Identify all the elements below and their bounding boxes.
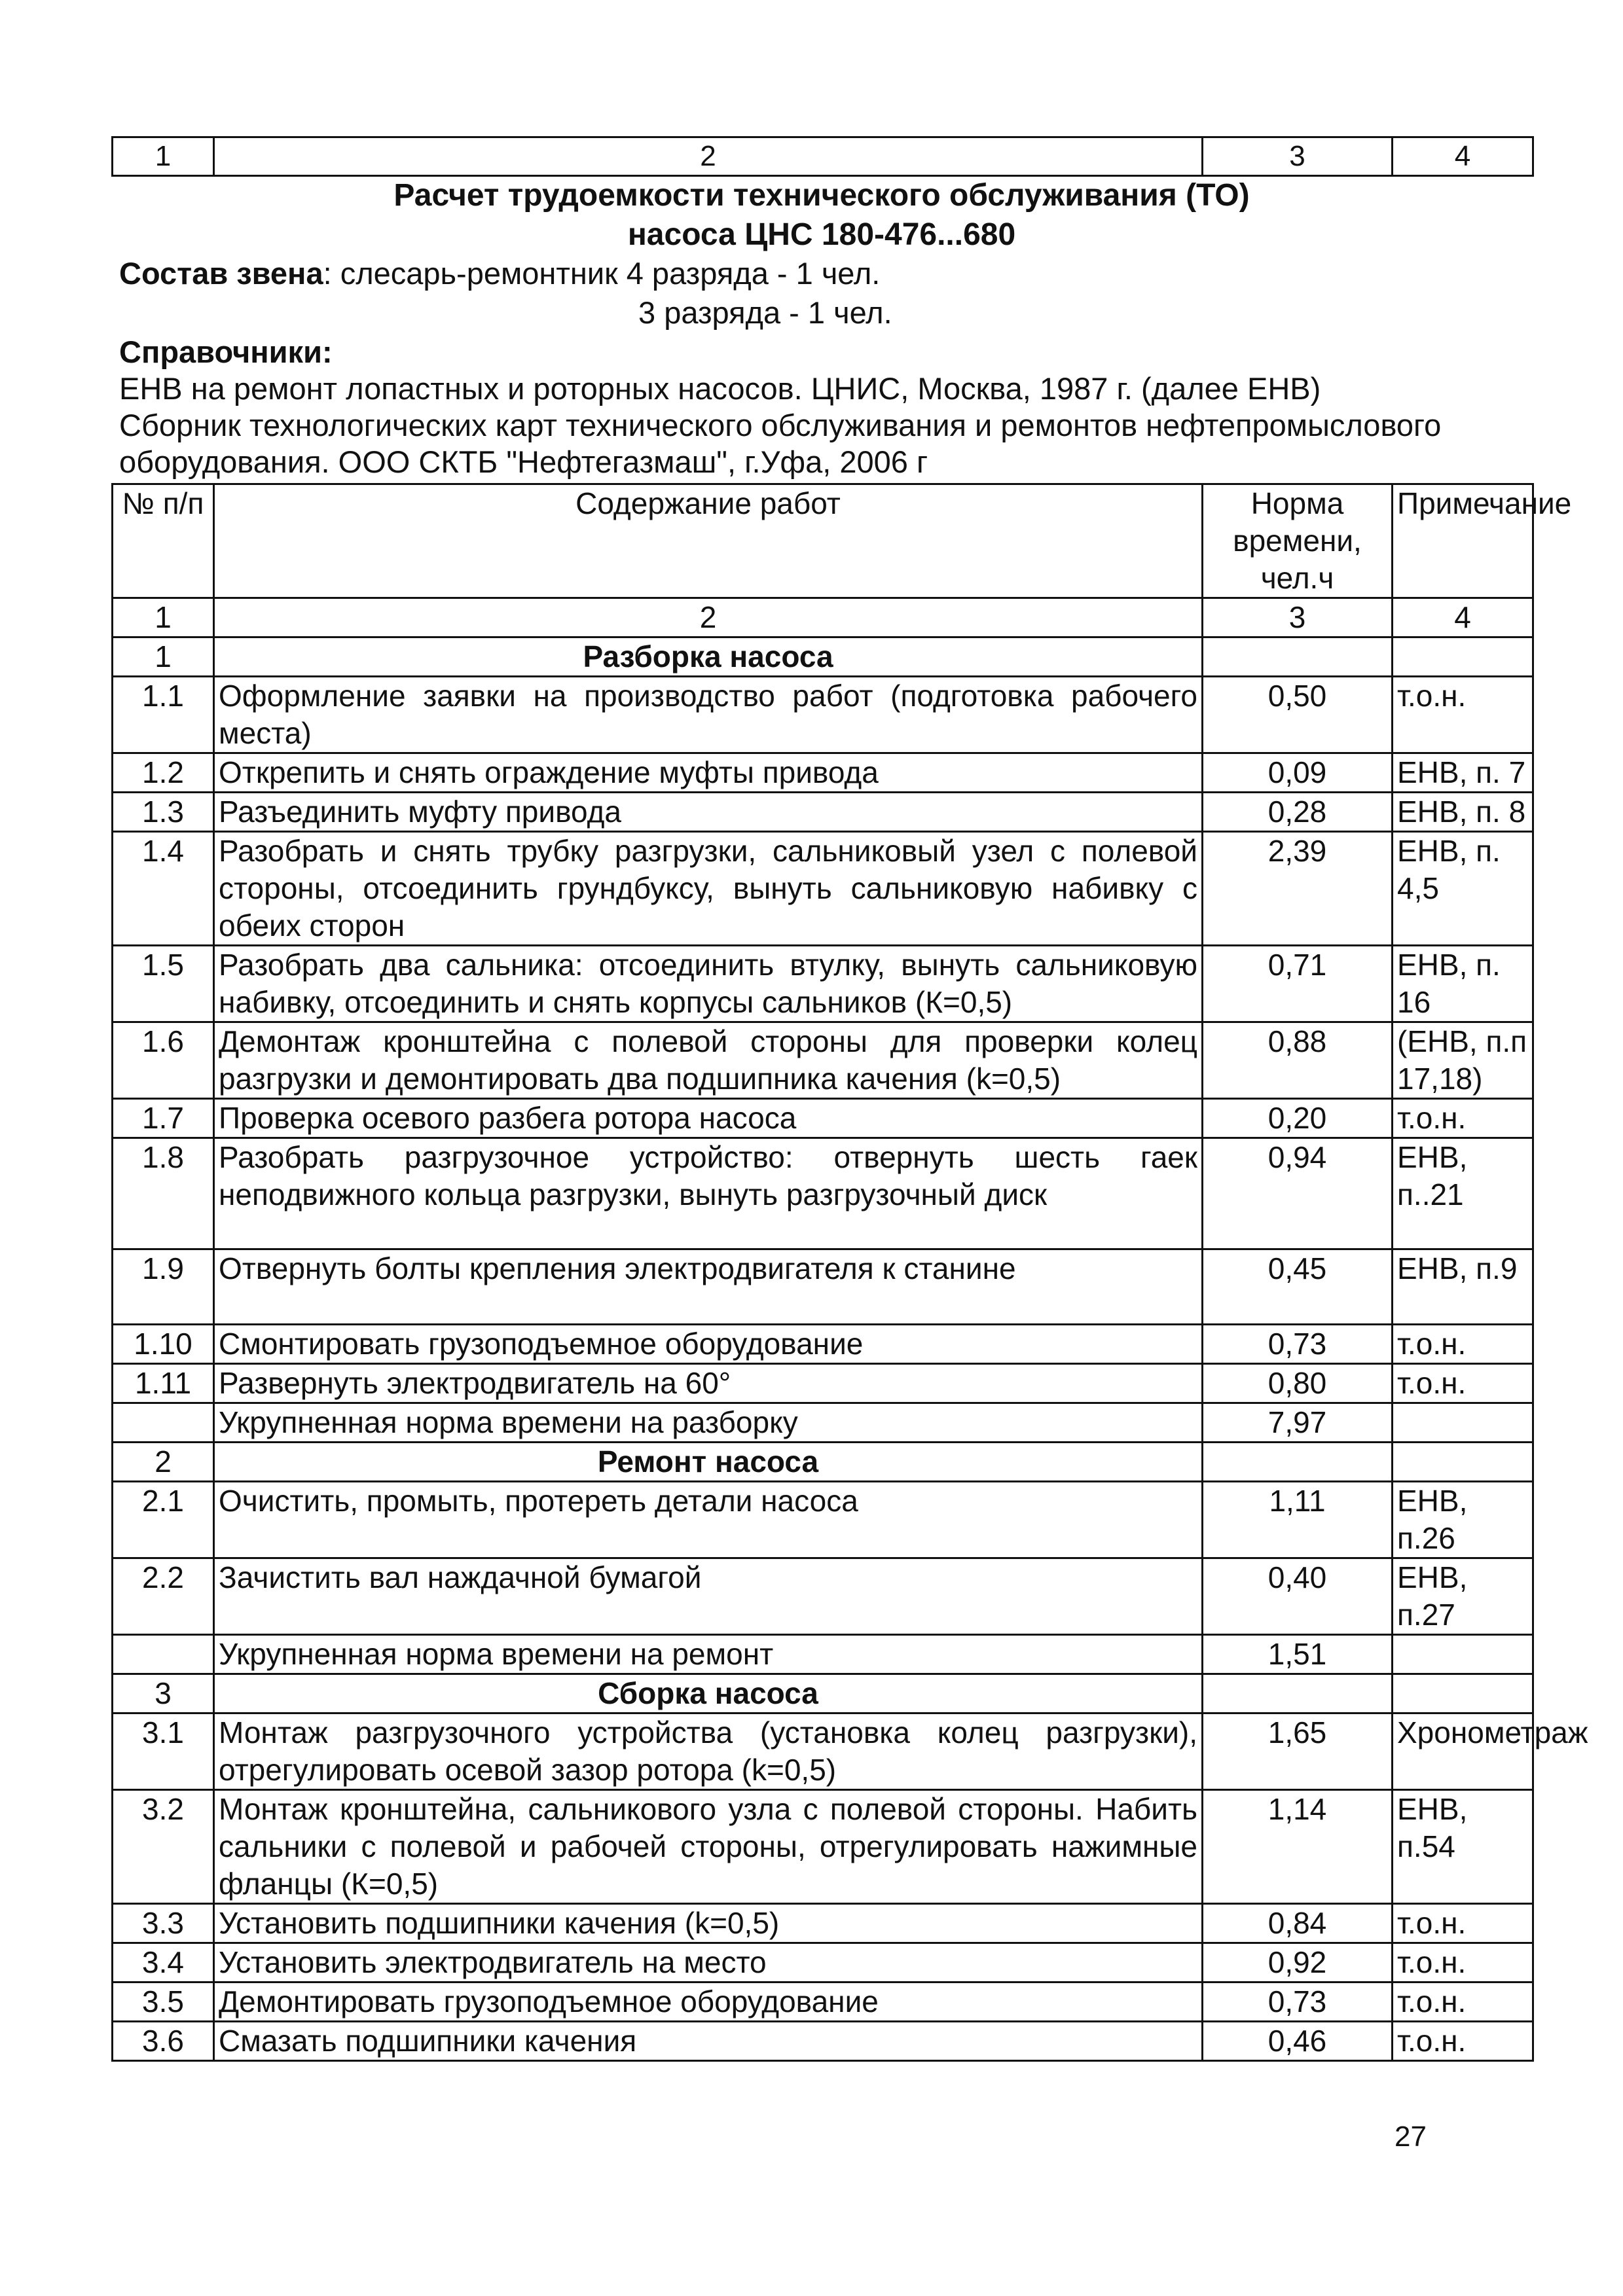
- page-number: 27: [1395, 2121, 1427, 2153]
- strip-number: 3: [1203, 137, 1393, 176]
- table-row: [113, 1982, 1533, 2022]
- row-content: Оформление заявки на производство работ (подготовка рабочего места): [214, 677, 1203, 753]
- document-title-line2: насоса ЦНС 180-476...680: [627, 217, 1016, 252]
- table-row: [113, 1943, 1533, 1982]
- table-row: [113, 1249, 1533, 1325]
- row-content: Проверка осевого разбега ротора насоса: [214, 1099, 1203, 1138]
- row-content: Открепить и снять ограждение муфты привода: [214, 753, 1203, 793]
- row-norm: 0,40: [1203, 1558, 1393, 1635]
- row-number: 1.9: [113, 1249, 214, 1325]
- section-title: Разборка насоса: [214, 637, 1203, 677]
- row-number: 1.4: [113, 832, 214, 946]
- row-note: ЕНВ, п. 7: [1393, 753, 1533, 793]
- section-row: [113, 1443, 1533, 1482]
- table-row: [113, 1713, 1533, 1790]
- row-content: Демонтаж кронштейна с полевой стороны для проверки колец разгрузки и демонтировать два подшипника качения (k=0,5): [214, 1022, 1203, 1099]
- row-norm: 0,92: [1203, 1943, 1393, 1982]
- document-title-line1: Расчет трудоемкости технического обслуживания (ТО): [393, 178, 1250, 213]
- row-number: 3.5: [113, 1982, 214, 2022]
- row-content: Установить электродвигатель на место: [214, 1943, 1203, 1982]
- header-num: № п/п: [113, 484, 214, 598]
- total-row: [113, 1635, 1533, 1674]
- header-number: 2: [214, 598, 1203, 637]
- section-norm-empty: [1203, 1674, 1393, 1713]
- row-content: Смонтировать грузоподъемное оборудование: [214, 1325, 1203, 1364]
- row-content: Монтаж кронштейна, сальникового узла с полевой стороны. Набить сальники с полевой и рабочей стороны, отрегулировать нажимные фланцы (К=0,5): [214, 1790, 1203, 1904]
- crew-line1: [119, 254, 880, 293]
- row-norm: 1,14: [1203, 1790, 1393, 1904]
- row-number: 3.1: [113, 1713, 214, 1790]
- row-number: [113, 1403, 214, 1443]
- row-note: ЕНВ, п.9: [1393, 1249, 1533, 1325]
- table-row: [113, 1482, 1533, 1558]
- row-note: ЕНВ, п.54: [1393, 1790, 1533, 1904]
- row-note: т.о.н.: [1393, 2022, 1533, 2061]
- section-note-empty: [1393, 1674, 1533, 1713]
- table-row: [113, 677, 1533, 753]
- table-row: [113, 1904, 1533, 1943]
- row-number: [113, 1635, 214, 1674]
- row-content: Смазать подшипники качения: [214, 2022, 1203, 2061]
- row-content: Очистить, промыть, протереть детали насоса: [214, 1482, 1203, 1558]
- row-norm: 0,20: [1203, 1099, 1393, 1138]
- row-content: Разобрать разгрузочное устройство: отвернуть шесть гаек неподвижного кольца разгрузки, вынуть разгрузочный диск: [214, 1138, 1203, 1249]
- row-content: Установить подшипники качения (k=0,5): [214, 1904, 1203, 1943]
- section-title: Сборка насоса: [214, 1674, 1203, 1713]
- row-note: Хронометраж: [1393, 1713, 1533, 1790]
- row-note: [1393, 1403, 1533, 1443]
- row-number: 3.4: [113, 1943, 214, 1982]
- header-number: 1: [113, 598, 214, 637]
- table-row: [113, 793, 1533, 832]
- row-note: ЕНВ, п..21: [1393, 1138, 1533, 1249]
- row-number: 1.5: [113, 946, 214, 1022]
- row-content: Демонтировать грузоподъемное оборудование: [214, 1982, 1203, 2022]
- row-note: т.о.н.: [1393, 1904, 1533, 1943]
- row-note: т.о.н.: [1393, 1943, 1533, 1982]
- crew-label: Состав звена: [119, 256, 323, 291]
- table-row: [113, 1325, 1533, 1364]
- table-row: [113, 1022, 1533, 1099]
- row-norm: 0,46: [1203, 2022, 1393, 2061]
- strip-number: 1: [113, 137, 214, 176]
- row-norm: 1,11: [1203, 1482, 1393, 1558]
- row-number: 2: [113, 1443, 214, 1482]
- section-row: [113, 1674, 1533, 1713]
- row-number: 1.2: [113, 753, 214, 793]
- row-number: 1.7: [113, 1099, 214, 1138]
- row-norm: 0,80: [1203, 1364, 1393, 1403]
- row-norm: 0,71: [1203, 946, 1393, 1022]
- reference-1: ЕНВ на ремонт лопастных и роторных насосов. ЦНИС, Москва, 1987 г. (далее ЕНВ): [119, 371, 1321, 406]
- row-number: 3.6: [113, 2022, 214, 2061]
- row-content: Укрупненная норма времени на разборку: [214, 1403, 1203, 1443]
- row-norm: 0,73: [1203, 1325, 1393, 1364]
- reference-2-line1: Сборник технологических карт технического обслуживания и ремонтов нефтепромыслового: [119, 408, 1442, 442]
- row-content: Разобрать два сальника: отсоединить втулку, вынуть сальниковую набивку, отсоединить и снять корпусы сальников (К=0,5): [214, 946, 1203, 1022]
- header-number: 3: [1203, 598, 1393, 637]
- row-number: 2.1: [113, 1482, 214, 1558]
- table-row: [113, 832, 1533, 946]
- row-norm: 0,28: [1203, 793, 1393, 832]
- row-norm: 1,51: [1203, 1635, 1393, 1674]
- header-number: 4: [1393, 598, 1533, 637]
- header-norm: Норма времени, чел.ч: [1203, 484, 1393, 598]
- section-row: [113, 637, 1533, 677]
- labor-table: [111, 483, 1588, 2062]
- table-row: [113, 946, 1533, 1022]
- row-content: Развернуть электродвигатель на 60°: [214, 1364, 1203, 1403]
- row-note: т.о.н.: [1393, 1099, 1533, 1138]
- references-label: Справочники:: [119, 334, 333, 369]
- row-note: т.о.н.: [1393, 677, 1533, 753]
- row-content: Монтаж разгрузочного устройства (установка колец разгрузки), отрегулировать осевой зазор ротора (k=0,5): [214, 1713, 1203, 1790]
- row-norm: 0,94: [1203, 1138, 1393, 1249]
- row-norm: 0,84: [1203, 1904, 1393, 1943]
- row-content: Разобрать и снять трубку разгрузки, сальниковый узел с полевой стороны, отсоединить грундбуксу, вынуть сальниковую набивку с обеих сторон: [214, 832, 1203, 946]
- table-row: [113, 1364, 1533, 1403]
- row-number: 3.2: [113, 1790, 214, 1904]
- row-number: 3: [113, 1674, 214, 1713]
- row-note: ЕНВ, п.26: [1393, 1482, 1533, 1558]
- table-row: [113, 1138, 1533, 1249]
- row-note: (ЕНВ, п.п 17,18): [1393, 1022, 1533, 1099]
- row-number: 1.6: [113, 1022, 214, 1099]
- table-row: [113, 753, 1533, 793]
- table-body: [113, 637, 1588, 2061]
- row-norm: 0,73: [1203, 1982, 1393, 2022]
- row-norm: 7,97: [1203, 1403, 1393, 1443]
- row-norm: 2,39: [1203, 832, 1393, 946]
- table-row: [113, 2022, 1533, 2061]
- row-note: т.о.н.: [1393, 1982, 1533, 2022]
- row-note: ЕНВ, п. 16: [1393, 946, 1533, 1022]
- strip-number: 2: [214, 137, 1203, 176]
- column-number-strip: [111, 136, 1534, 177]
- header-content: Содержание работ: [214, 484, 1203, 598]
- row-number: 3.3: [113, 1904, 214, 1943]
- table-row: [113, 1099, 1533, 1138]
- row-note: ЕНВ, п. 4,5: [1393, 832, 1533, 946]
- row-note: т.о.н.: [1393, 1364, 1533, 1403]
- row-note: ЕНВ, п. 8: [1393, 793, 1533, 832]
- row-note: ЕНВ, п.27: [1393, 1558, 1533, 1635]
- row-norm: 0,09: [1203, 753, 1393, 793]
- crew-line2: 3 разряда - 1 чел.: [638, 295, 892, 330]
- row-number: 1.10: [113, 1325, 214, 1364]
- row-number: 1.11: [113, 1364, 214, 1403]
- row-number: 2.2: [113, 1558, 214, 1635]
- section-note-empty: [1393, 1443, 1533, 1482]
- header-note: Примечание: [1393, 484, 1533, 598]
- row-number: 1.8: [113, 1138, 214, 1249]
- row-norm: 1,65: [1203, 1713, 1393, 1790]
- row-norm: 0,88: [1203, 1022, 1393, 1099]
- reference-2-line2: оборудования. ООО СКТБ "Нефтегазмаш", г.Уфа, 2006 г: [119, 444, 928, 479]
- row-content: Укрупненная норма времени на ремонт: [214, 1635, 1203, 1674]
- section-norm-empty: [1203, 637, 1393, 677]
- total-row: [113, 1403, 1533, 1443]
- section-norm-empty: [1203, 1443, 1393, 1482]
- row-note: т.о.н.: [1393, 1325, 1533, 1364]
- row-norm: 0,45: [1203, 1249, 1393, 1325]
- row-note: [1393, 1635, 1533, 1674]
- table-row: [113, 1558, 1533, 1635]
- strip-number: 4: [1393, 137, 1533, 176]
- row-number: 1.1: [113, 677, 214, 753]
- section-title: Ремонт насоса: [214, 1443, 1203, 1482]
- section-note-empty: [1393, 637, 1533, 677]
- row-number: 1.3: [113, 793, 214, 832]
- table-row: [113, 1790, 1533, 1904]
- row-content: Отвернуть болты крепления электродвигателя к станине: [214, 1249, 1203, 1325]
- row-content: Зачистить вал наждачной бумагой: [214, 1558, 1203, 1635]
- crew-text: : слесарь-ремонтник 4 разряда - 1 чел.: [323, 256, 881, 291]
- row-norm: 0,50: [1203, 677, 1393, 753]
- row-content: Разъединить муфту привода: [214, 793, 1203, 832]
- row-number: 1: [113, 637, 214, 677]
